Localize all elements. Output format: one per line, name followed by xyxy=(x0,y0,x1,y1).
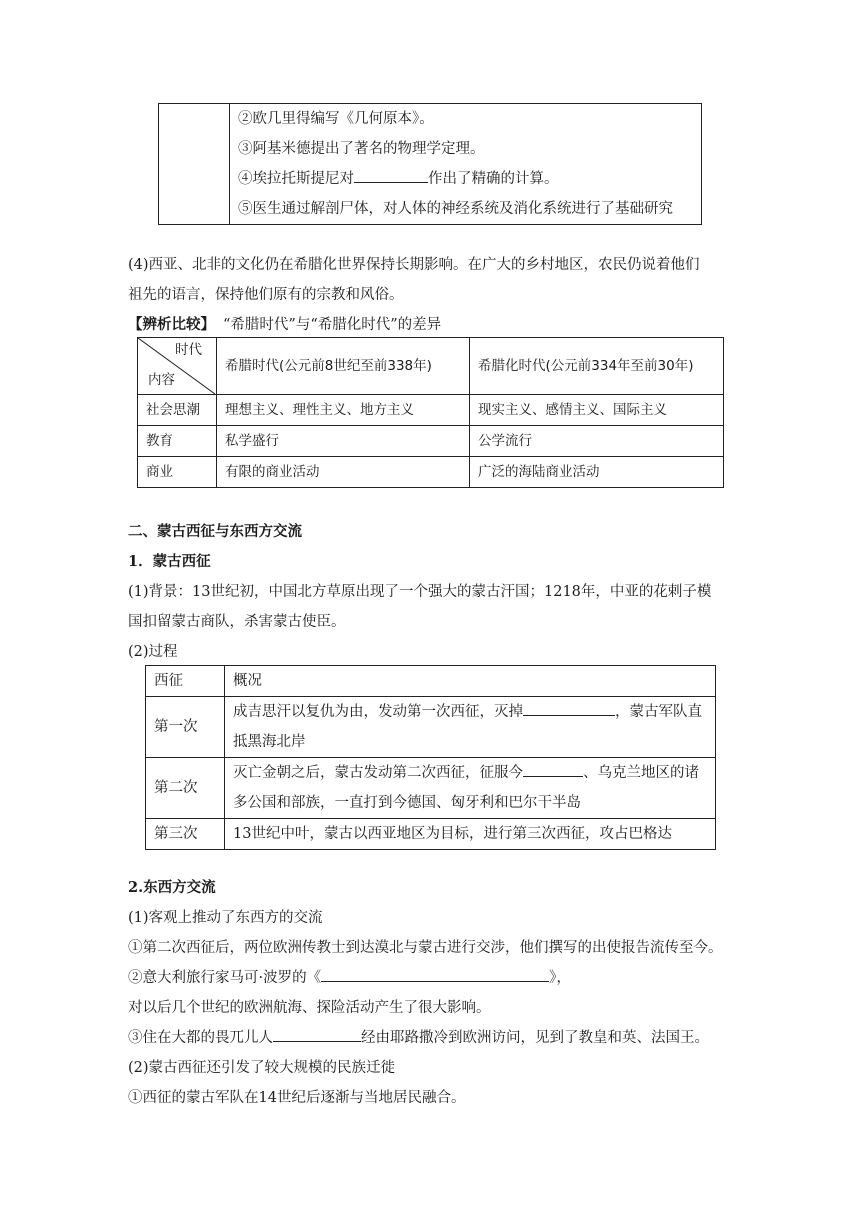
achievements-cell xyxy=(230,104,702,225)
diagonal-header-cell xyxy=(138,338,217,395)
row-header: 商业 xyxy=(138,457,217,488)
list-item: ②欧几里得编写《几何原本》。 xyxy=(238,111,434,127)
list-item: ⑤医生通过解剖尸体，对人体的神经系统及消化系统进行了基础研究 xyxy=(238,201,673,217)
table-header-row xyxy=(146,666,716,697)
list-item xyxy=(128,966,571,987)
fill-blank[interactable] xyxy=(273,1027,361,1043)
cell-text: ，蒙古军队直 xyxy=(615,704,702,720)
cell-line xyxy=(233,758,707,788)
list-item-text: ③住在大都的畏兀儿人 xyxy=(128,1030,273,1046)
column-header: 希腊时代(公元前8世纪至前338年) xyxy=(217,338,470,395)
table-row xyxy=(138,395,724,426)
paragraph-line: 国扣留蒙古商队，杀害蒙古使臣。 xyxy=(128,614,346,630)
list-item-text: 》， xyxy=(549,970,571,986)
expedition-table xyxy=(145,665,716,850)
diag-bottom-label: 内容 xyxy=(148,372,175,388)
table-row xyxy=(146,697,716,758)
cell-text: 成吉思汗以复仇为由，发动第一次西征，灭掉 xyxy=(233,704,523,720)
list-item: ①西征的蒙古军队在14世纪后逐渐与当地居民融合。 xyxy=(128,1090,466,1106)
table-cell: 私学盛行 xyxy=(217,426,470,457)
paragraph-line: 对以后几个世纪的欧洲航海、探险活动产生了很大影响。 xyxy=(128,1000,491,1016)
paragraph-line: (2)蒙古西征还引发了较大规模的民族迁徙 xyxy=(128,1060,396,1076)
subsection-heading: 1．蒙古西征 xyxy=(128,553,211,570)
cell-line: 多公国和部族，一直打到今德国、匈牙利和巴尔干半岛 xyxy=(233,795,581,811)
row-header: 第三次 xyxy=(146,819,225,850)
comparison-table xyxy=(137,337,724,488)
list-item: ③阿基米德提出了著名的物理学定理。 xyxy=(238,141,485,157)
table-cell: 现实主义、感情主义、国际主义 xyxy=(470,395,724,426)
table-cell: 13世纪中叶，蒙古以西亚地区为目标，进行第三次西征，攻占巴格达 xyxy=(225,819,716,850)
cell-line xyxy=(233,697,707,727)
fill-blank[interactable] xyxy=(354,168,428,184)
list-item-text: 经由耶路撒冷到欧洲访问，见到了教皇和英、法国王。 xyxy=(361,1030,709,1046)
fill-blank[interactable] xyxy=(523,762,583,778)
row-header: 教育 xyxy=(138,426,217,457)
table-cell: 有限的商业活动 xyxy=(217,457,470,488)
cell-text: 灭亡金朝之后，蒙古发动第二次西征，征服今 xyxy=(233,765,523,781)
table-row xyxy=(138,457,724,488)
cell-text: 、乌克兰地区的诸 xyxy=(583,765,699,781)
section-heading: 二、蒙古西征与东西方交流 xyxy=(128,523,302,540)
list-item-text: 作出了精确的计算。 xyxy=(428,171,559,187)
list-item-text: ②意大利旅行家马可·波罗的《 xyxy=(128,970,322,986)
cell-line: 抵黑海北岸 xyxy=(233,734,306,750)
compare-heading xyxy=(128,313,441,334)
table-cell: 广泛的海陆商业活动 xyxy=(470,457,724,488)
paragraph-line: (1)客观上推动了东西方的交流 xyxy=(128,910,323,926)
compare-tag: 【辨析比较】 xyxy=(128,316,215,333)
table-cell xyxy=(225,758,716,819)
row-header: 第二次 xyxy=(146,758,225,819)
fill-blank[interactable] xyxy=(523,701,615,717)
table-row xyxy=(146,819,716,850)
table-row xyxy=(138,426,724,457)
list-item xyxy=(238,164,693,194)
list-item xyxy=(128,1026,709,1047)
column-header: 西征 xyxy=(146,666,225,697)
achievements-table xyxy=(158,103,702,225)
paragraph-line: (1)背景：13世纪初，中国北方草原出现了一个强大的蒙古汗国；1218年，中亚的花剌子模 xyxy=(128,584,712,600)
row-header: 社会思潮 xyxy=(138,395,217,426)
table-cell: 理想主义、理性主义、地方主义 xyxy=(217,395,470,426)
fill-blank[interactable] xyxy=(321,967,549,983)
paragraph-line: (2)过程 xyxy=(128,644,178,660)
column-header: 概况 xyxy=(225,666,716,697)
table-cell: 公学流行 xyxy=(470,426,724,457)
paragraph-line: 祖先的语言，保持他们原有的宗教和风俗。 xyxy=(128,287,404,303)
section-heading: 2.东西方交流 xyxy=(128,879,216,896)
list-item-text: ④埃拉托斯提尼对 xyxy=(238,171,354,187)
list-item: ①第二次西征后，两位欧洲传教士到达漠北与蒙古进行交涉，他们撰写的出使报告流传至今。 xyxy=(128,940,723,956)
column-header: 希腊化时代(公元前334年至前30年) xyxy=(470,338,724,395)
table-left-cell xyxy=(159,104,230,225)
table-cell xyxy=(225,697,716,758)
table-row xyxy=(146,758,716,819)
compare-title: “希腊时代”与“希腊化时代”的差异 xyxy=(223,317,442,333)
diag-top-label: 时代 xyxy=(175,342,202,358)
row-header: 第一次 xyxy=(146,697,225,758)
paragraph-line: (4)西亚、北非的文化仍在希腊化世界保持长期影响。在广大的乡村地区，农民仍说着他们 xyxy=(128,257,700,273)
